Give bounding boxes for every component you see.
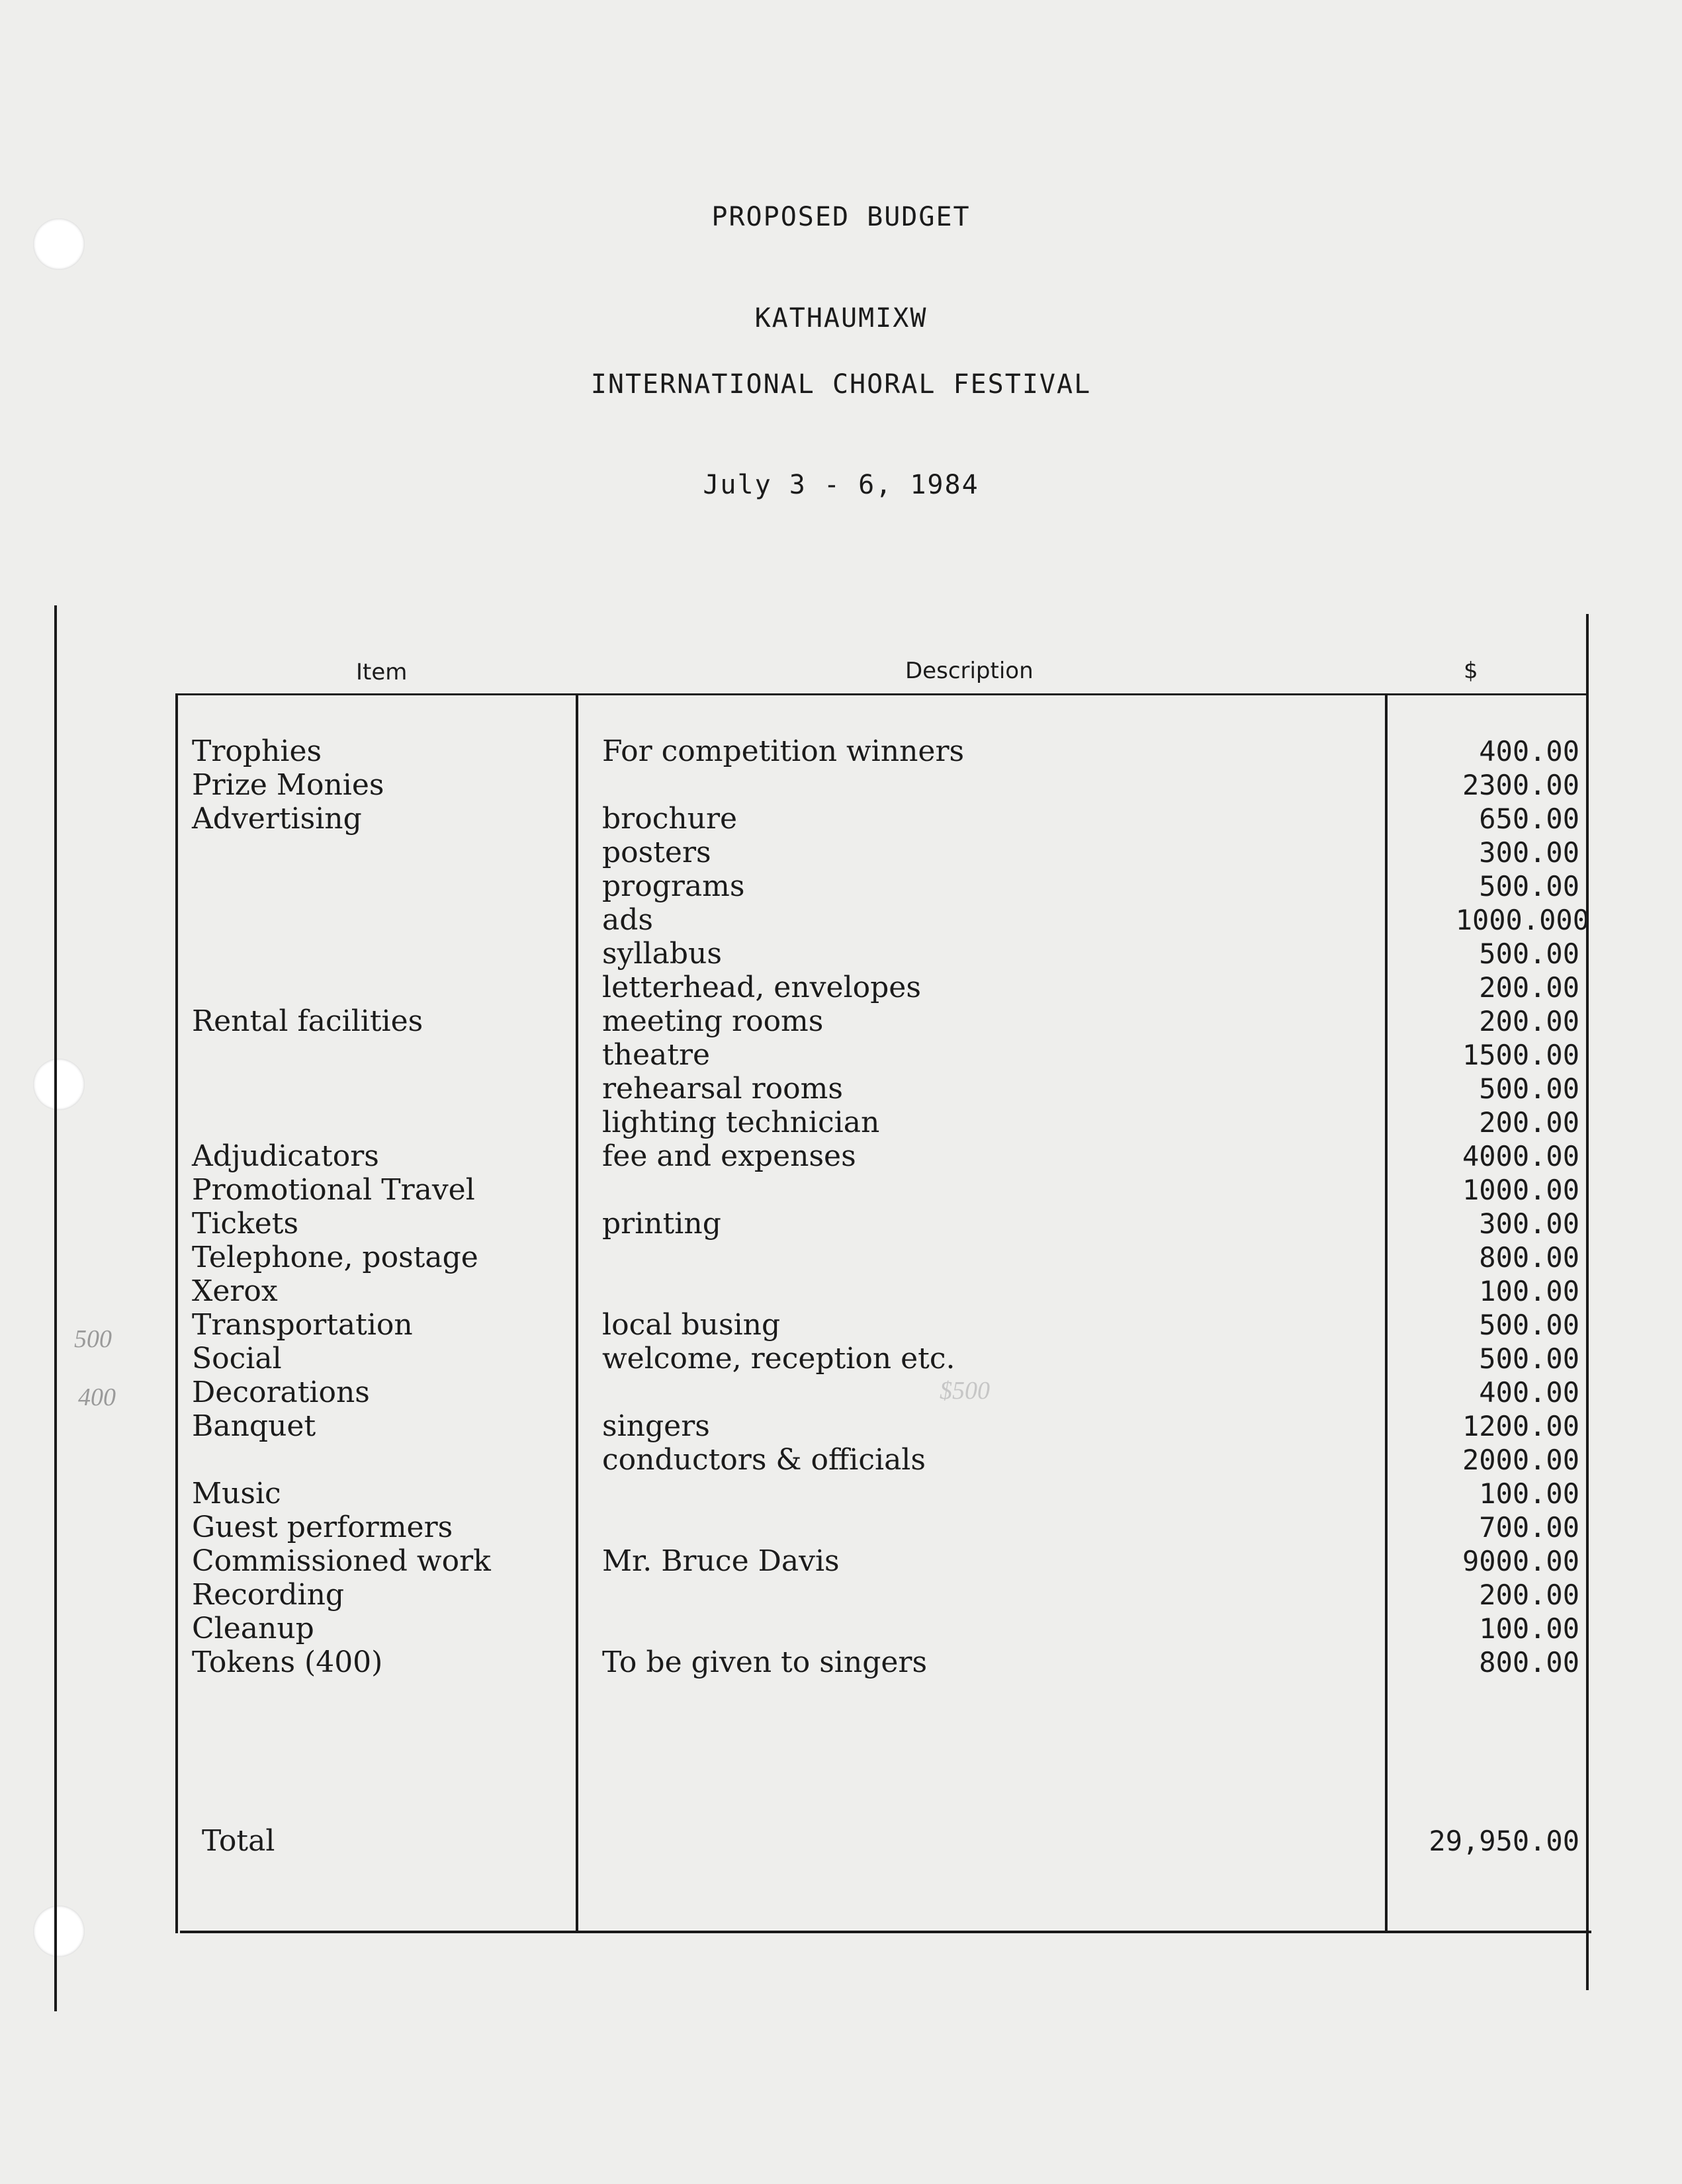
table-row: conductors & officials 2000.00: [602, 1443, 1579, 1477]
table-row: syllabus 500.00: [602, 937, 1579, 971]
table-row: Social welcome, reception etc. 500.00: [192, 1342, 1579, 1376]
handwritten-note-500: 500: [74, 1325, 112, 1353]
table-row: lighting technician 200.00: [602, 1106, 1579, 1139]
table-row: Decorations 400.00: [192, 1376, 1579, 1409]
total-amount: 29,950.00: [1429, 1825, 1579, 1857]
table-row: Music 100.00: [192, 1477, 1579, 1510]
table-row: letterhead, envelopes 200.00: [602, 971, 1579, 1004]
table-row: Recording 200.00: [192, 1578, 1579, 1612]
table-row: Promotional Travel 1000.00: [192, 1173, 1579, 1207]
table-row: Advertising brochure 650.00: [192, 802, 1579, 836]
table-row: posters 300.00: [602, 836, 1579, 869]
table-top-border: [175, 693, 1586, 695]
event-name: INTERNATIONAL CHORAL FESTIVAL: [590, 369, 1092, 400]
table-row: Xerox 100.00: [192, 1274, 1579, 1308]
table-row: ads 1000.000: [602, 903, 1589, 937]
table-row: Trophies For competition winners 400.00: [192, 734, 1579, 768]
table-row: Tokens (400) To be given to singers 800.00: [192, 1645, 1579, 1679]
table-row: Banquet singers 1200.00: [192, 1409, 1579, 1443]
table-row: Commissioned work Mr. Bruce Davis 9000.00: [192, 1544, 1579, 1578]
table-row: programs 500.00: [602, 869, 1579, 903]
table-row: Transportation local busing 500.00: [192, 1308, 1579, 1342]
table-row: theatre 1500.00: [602, 1038, 1579, 1072]
column-header-amount: $: [1464, 658, 1478, 684]
table-row: Rental facilities meeting rooms 200.00: [192, 1004, 1579, 1038]
table-row: Cleanup 100.00: [192, 1612, 1579, 1645]
total-label: Total: [202, 1824, 275, 1858]
handwritten-note-dollar-500: $500: [940, 1377, 990, 1405]
table-row: rehearsal rooms 500.00: [602, 1072, 1579, 1106]
punch-hole-bottom: [33, 1905, 85, 1957]
table-bottom-border: [180, 1931, 1591, 1933]
table-row: Telephone, postage 800.00: [192, 1241, 1579, 1274]
table-row: Guest performers 700.00: [192, 1510, 1579, 1544]
handwritten-note-400: 400: [78, 1383, 116, 1411]
organization-name: KATHAUMIXW: [754, 303, 928, 333]
table-row: Tickets printing 300.00: [192, 1207, 1579, 1241]
event-dates: July 3 - 6, 1984: [703, 470, 979, 500]
budget-title: PROPOSED BUDGET: [711, 202, 971, 232]
table-row: Prize Monies 2300.00: [192, 768, 1579, 802]
table-row: Adjudicators fee and expenses 4000.00: [192, 1139, 1579, 1173]
column-header-item: Item: [356, 659, 408, 685]
column-header-description: Description: [905, 658, 1034, 684]
total-row: [0, 1824, 1682, 1858]
